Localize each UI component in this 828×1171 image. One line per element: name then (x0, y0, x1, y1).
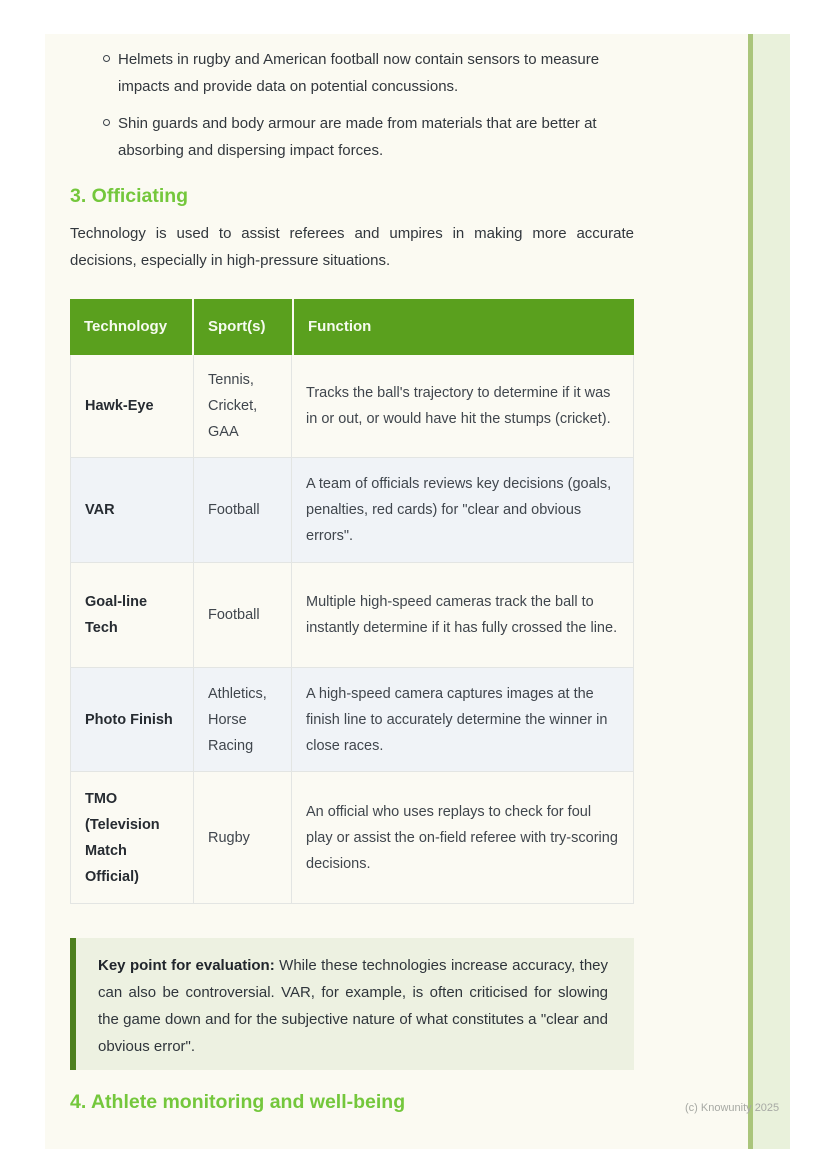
cell-technology: VAR (85, 502, 115, 518)
table-body (70, 355, 634, 904)
list-item (70, 46, 634, 100)
list-item (70, 110, 634, 164)
bullet-text: Shin guards and body armour are made from materials that are better at absorbing and dispersing impact forces. (118, 115, 597, 159)
column-header-function: Function (294, 299, 634, 355)
officiating-table (70, 299, 634, 904)
bullet-circle-icon (103, 119, 110, 126)
cell-sports: Athletics, Horse Racing (193, 668, 291, 771)
cell-technology: TMO (Television Match Official) (85, 790, 160, 885)
page-content (70, 34, 634, 1114)
column-header-sports: Sport(s) (194, 299, 292, 355)
callout-label: Key point for evaluation: (98, 957, 275, 974)
cell-function: An official who uses replays to check for foul play or assist the on-field referee with try-scoring decisions. (291, 772, 633, 903)
cell-sports: Rugby (193, 772, 291, 903)
column-header-technology: Technology (70, 299, 192, 355)
key-point-callout (70, 938, 634, 1070)
callout-text: While these technologies increase accuracy, they can also be controversial. VAR, for example, is often criticised for slowing the game down and for the subjective nature of what constitutes a "clear and obvious error". (98, 957, 608, 1055)
cell-sports: Football (193, 563, 291, 667)
cell-technology: Hawk-Eye (85, 398, 154, 414)
accent-strip (753, 34, 790, 1149)
cell-function: Tracks the ball's trajectory to determine if it was in or out, or would have hit the stumps (cricket). (291, 355, 633, 457)
section-heading-athlete-monitoring: 4. Athlete monitoring and well-being (70, 1091, 406, 1113)
cell-function: Multiple high-speed cameras track the ball to instantly determine if it has fully crossed the line. (291, 563, 633, 667)
cell-technology: Goal-line Tech (85, 594, 148, 636)
table-row (71, 355, 633, 457)
cell-function: A high-speed camera captures images at the finish line to accurately determine the winner in close races. (291, 668, 633, 771)
cell-sports: Football (193, 458, 291, 562)
table-header-row (70, 299, 634, 355)
table-row (71, 771, 633, 903)
cell-sports: Tennis, Cricket, GAA (193, 355, 291, 457)
bullet-list (70, 34, 634, 164)
bullet-text: Helmets in rugby and American football now contain sensors to measure impacts and provide data on potential concussions. (118, 51, 600, 95)
table-row (71, 667, 633, 771)
copyright-watermark: (c) Knowunity 2025 (685, 1102, 780, 1114)
table-row (71, 457, 633, 562)
section-heading-officiating: 3. Officiating (70, 185, 189, 207)
cell-technology: Photo Finish (85, 711, 173, 728)
bullet-circle-icon (103, 55, 110, 62)
cell-function: A team of officials reviews key decisions (goals, penalties, red cards) for "clear and obvious errors". (291, 458, 633, 562)
section-intro-paragraph: Technology is used to assist referees and umpires in making more accurate decisions, especially in high-pressure situations. (70, 225, 634, 269)
document-page (45, 34, 790, 1149)
table-row (71, 562, 633, 667)
